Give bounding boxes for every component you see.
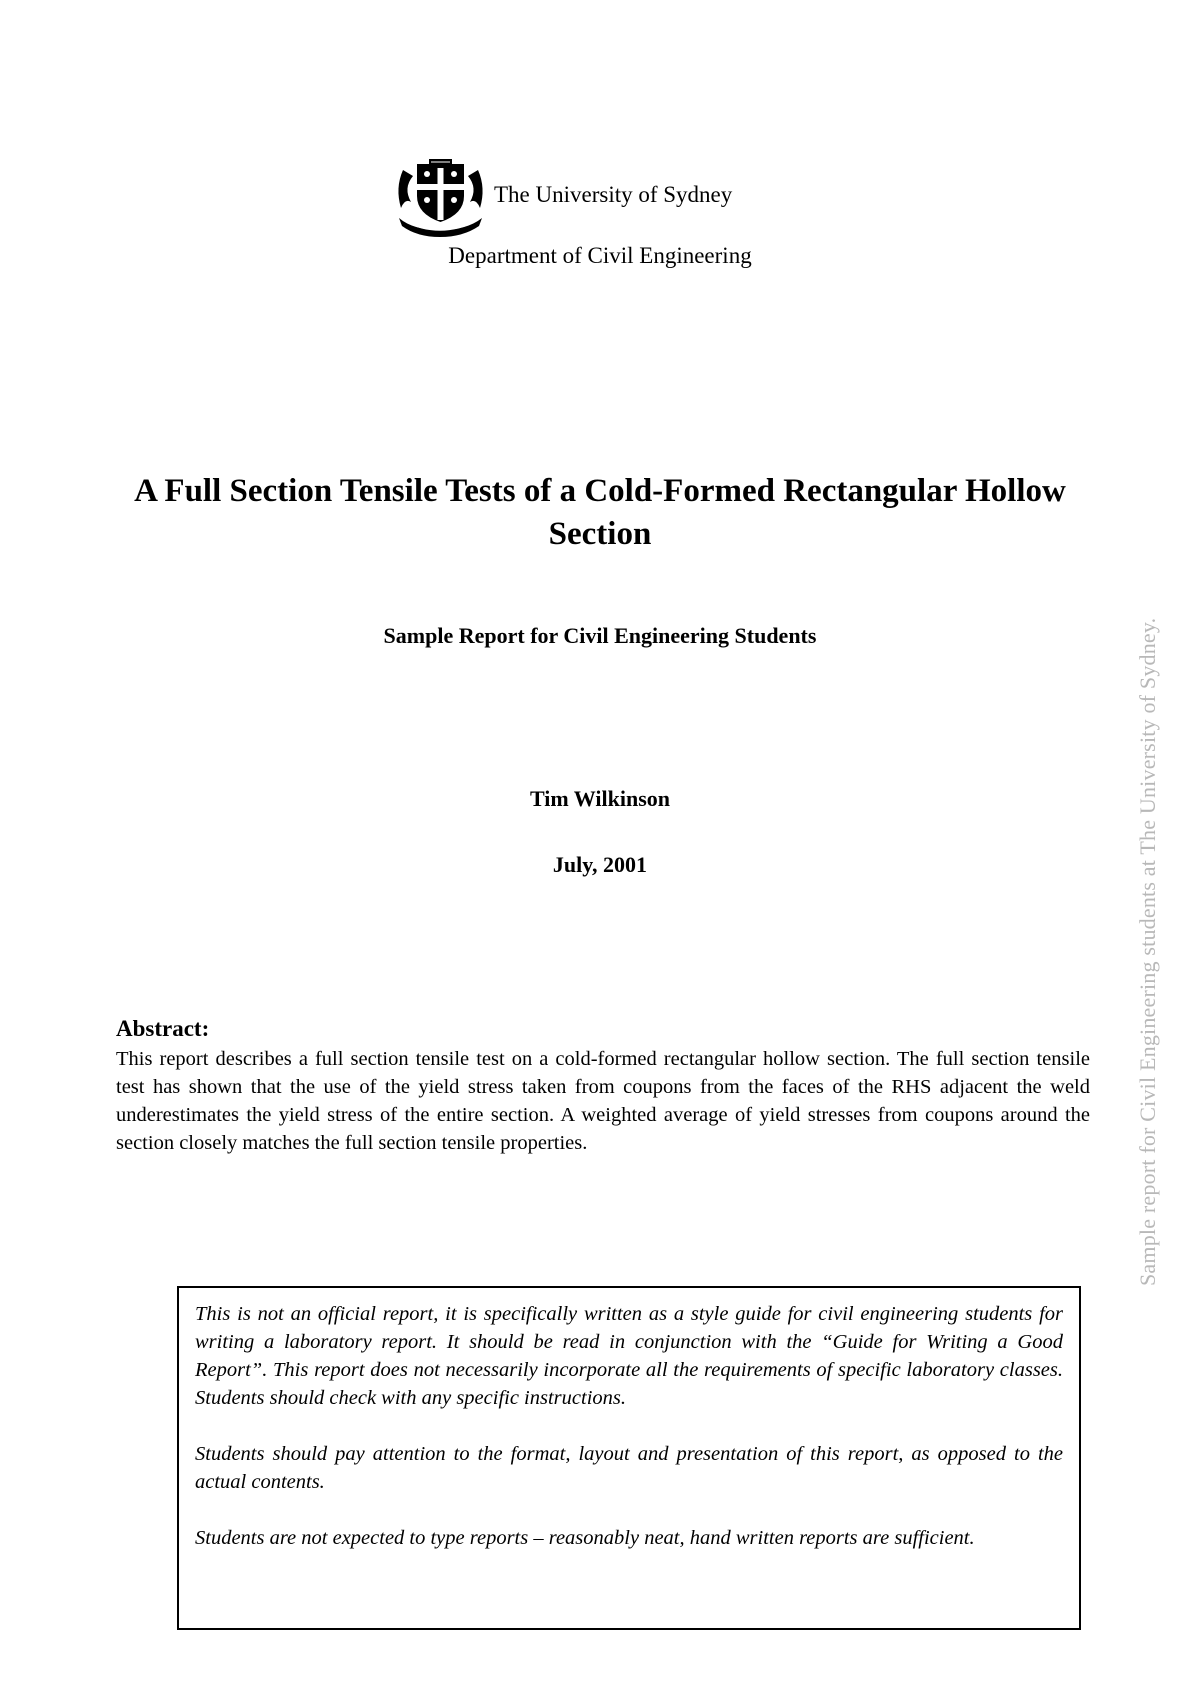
notice-paragraph: Students should pay attention to the format, layout and presentation of this report, as opposed to the actual contents. — [195, 1443, 1063, 1493]
abstract-heading: Abstract: — [116, 1016, 210, 1041]
notice-paragraph: This is not an official report, it is specifically written as a style guide for civil engineering students for writing a laboratory report. It should be read in conjunction with the “Guide for Writing a Good Report”. This report does not necessarily incorporate all the requirements of specific laboratory classes. Students should check with any specific instructions. — [195, 1303, 1063, 1409]
report-title: A Full Section Tensile Tests of a Cold-Formed Rectangular Hollow Section — [134, 473, 1066, 552]
department-name: Department of Civil Engineering — [448, 243, 752, 268]
style-guide-notice-box — [177, 1286, 1081, 1630]
report-subtitle: Sample Report for Civil Engineering Students — [383, 623, 817, 648]
university-name: The University of Sydney — [494, 182, 733, 207]
report-author: Tim Wilkinson — [529, 786, 671, 811]
abstract-text: This report describes a full section tensile test on a cold-formed rectangular hollow section. The full section tensile test has shown that the use of the yield stress taken from coupons from the faces of the RHS adjacent the weld underestimates the yield stress of the entire section. A weighted average of yield stresses from coupons around the section closely matches the full section tensile properties. — [116, 1048, 1090, 1154]
notice-paragraph: Students are not expected to type reports – reasonably neat, hand written reports are sufficient. — [195, 1527, 975, 1549]
university-crest-icon — [393, 158, 488, 238]
report-date: July, 2001 — [552, 852, 648, 877]
watermark-text: Sample report for Civil Engineering students at The University of Sydney. — [1135, 617, 1160, 1286]
